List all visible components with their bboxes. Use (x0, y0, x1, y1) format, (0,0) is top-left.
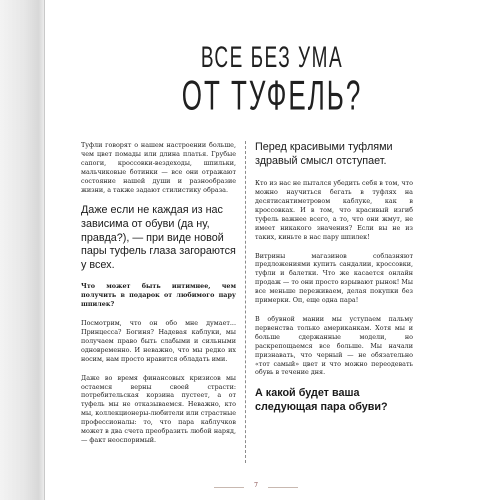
column-divider (245, 141, 246, 463)
right-paragraph-3: В обувной мании мы уступаем пальму первенства только американкам. Хотя мы и больше сдержанные модели, но раскрепощаемся все больше. Мы начали признавать, что черный — не обязательно «тот самый» цвет и что можно переодевать обувь в течение дня. (255, 314, 413, 377)
right-column (255, 141, 413, 425)
left-paragraph-3: Посмотрим, что он обо мне думает... Принцесса? Богиня? Надевая каблуки, мы получаем право быть слабыми и сильными одновременно. И неважно, что мы редко их носим, нам просто нравится обладать ими. (81, 319, 236, 363)
page-title-line-1: ВСЕ БЕЗ УМА (200, 42, 344, 75)
right-paragraph-2: Витрины магазинов соблазняют предложениями купить сандалии, кроссовки, туфли и балетки. Что же касается онлайн продаж — то они просто взрывают рынок! Мы все меньше переживаем, делая покупки без примерки. Оп, еще одна пара! (255, 251, 413, 305)
left-paragraph-1: Туфли говорят о нашем настроении больше, чем цвет помады или длина платья. Грубые сапоги, кроссовки-вездеходы, шпильки, мальчиковые ботинки — все они отражают состояние нашей души и разнообразие жизни, а также задают стилистику образа. (81, 141, 236, 194)
left-column (81, 141, 236, 455)
page-title-line-2: ОТ ТУФЕЛЬ? (181, 71, 363, 119)
right-question: А какой будет ваша следующая пара обуви? (255, 387, 388, 413)
footer-rule-right (268, 487, 298, 488)
right-paragraph-1: Кто из нас не пытался убедить себя в том, что можно научиться бегать в туфлях на десятисантиметровом каблуке, как в кроссовках. И в том, что красивый изгиб туфель важнее всего, а то, что они жмут, не имеет никакого значения? Если вы не из таких, киньте в нас пару шпилек! (255, 179, 413, 241)
left-paragraph-2: Что может быть интимнее, чем получить в подарок от любимого пару шпилек? (81, 282, 236, 309)
page-number: 7 (254, 482, 258, 489)
left-lead-quote: Даже если не каждая из нас зависима от обуви (да ну, правда?), — при виде новой пары туфель глаза загораются у всех. (81, 204, 236, 271)
left-paragraph-4: Даже во время финансовых кризисов мы остаемся верны своей страсти: потребительская корзина пустеет, а от туфель мы не отказываемся. Неважно, кто мы, коллекционеры-любители или страстные профессионалы: то, что пара каблучков может в два счета преобразить любой наряд, — факт неоспоримый. (81, 373, 236, 444)
right-lead-quote: Перед красивыми туфлями здравый смысл отступает. (255, 141, 393, 167)
page-binding-shadow (0, 0, 44, 500)
footer-rule-left (214, 487, 244, 488)
